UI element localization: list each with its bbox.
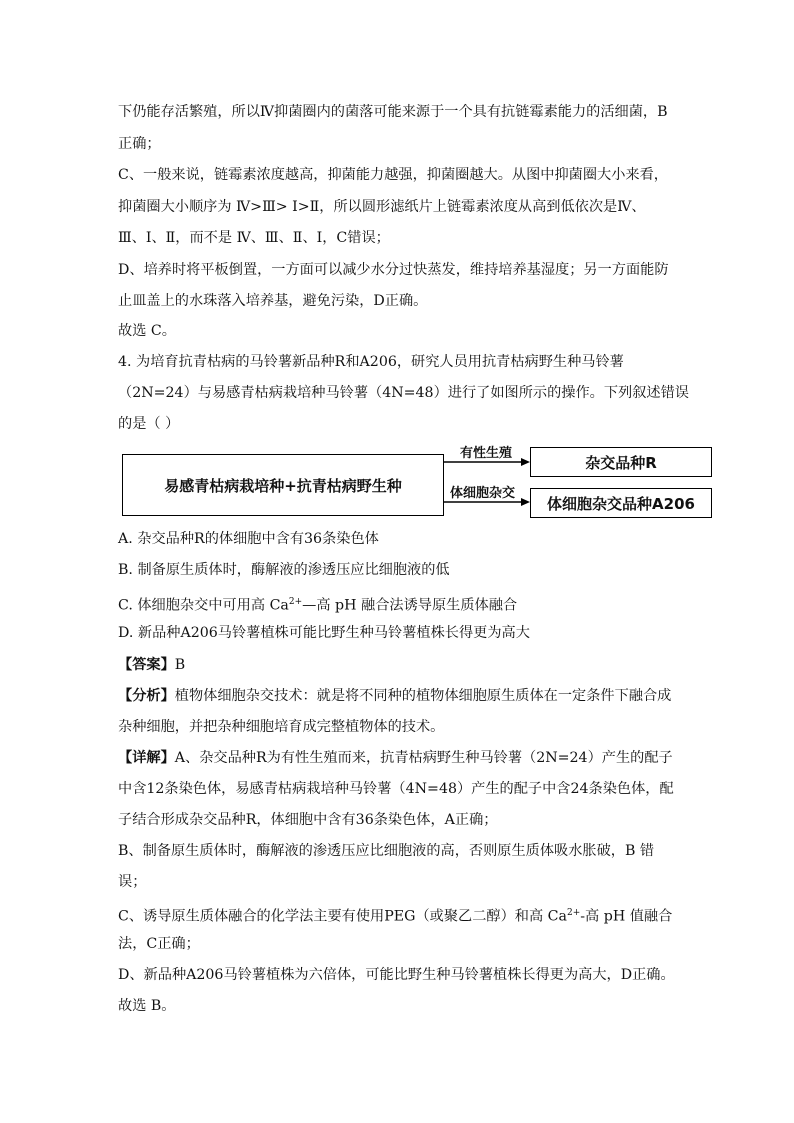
question-stem: 的是（ ） <box>118 416 180 432</box>
arrow-right-icon <box>521 498 530 506</box>
hybrid-a206-box: 体细胞杂交品种A206 <box>530 488 712 518</box>
text-line: Ⅲ、Ⅰ、Ⅱ，而不是 Ⅳ、Ⅲ、Ⅱ、Ⅰ，C错误； <box>118 230 390 246</box>
source-box: 易感青枯病栽培种+抗青枯病野生种 <box>122 454 444 516</box>
arrow-right-icon <box>521 458 530 466</box>
detail: 中含12条染色体，易感青枯病栽培种马铃薯（4N=48）产生的配子中含24条染色体，配 <box>118 781 674 797</box>
detail: 子结合形成杂交品种R，体细胞中含有36条染色体，A正确； <box>118 812 498 828</box>
question-stem: 4. 为培育抗青枯病的马铃薯新品种R和A206，研究人员用抗青枯病野生种马铃薯 <box>118 354 624 370</box>
answer: 【答案】B <box>118 657 186 673</box>
analysis: 杂种细胞，并把杂种细胞培育成完整植物体的技术。 <box>118 719 445 735</box>
text-line: C、一般来说，链霉素浓度越高，抑菌能力越强，抑菌圈越大。从图中抑菌圈大小来看， <box>118 167 668 183</box>
text-line: 下仍能存活繁殖，所以Ⅳ抑菌圈内的菌落可能来源于一个具有抗链霉素能力的活细菌，B <box>118 104 668 120</box>
analysis: 【分析】植物体细胞杂交技术：就是将不同种的植物体细胞原生质体在一定条件下融合成 <box>118 688 672 704</box>
detail: 【详解】A、杂交品种R为有性生殖而来，抗青枯病野生种马铃薯（2N=24）产生的配子 <box>118 750 673 766</box>
detail: 法，C正确； <box>118 936 200 952</box>
sexual-reproduction-label: 有性生殖 <box>460 446 513 461</box>
process-diagram <box>120 440 720 525</box>
option-a: A. 杂交品种R的体细胞中含有36条染色体 <box>118 531 379 547</box>
question-stem: （2N=24）与易感青枯病栽培种马铃薯（4N=48）进行了如图所示的操作。下列叙述错误 <box>118 385 689 401</box>
text-line: 正确； <box>118 136 161 152</box>
text-line: 止皿盖上的水珠落入培养基，避免污染，D正确。 <box>118 293 428 309</box>
detail: 误； <box>118 874 147 890</box>
arrows <box>120 440 720 525</box>
detail: C、诱导原生质体融合的化学法主要有使用PEG（或聚乙二醇）和高 $Ca^{2+}-$高 pH 值融合 <box>118 908 673 925</box>
detail: 故选 B。 <box>118 998 176 1014</box>
option-b: B. 制备原生质体时，酶解液的渗透压应比细胞液的低 <box>118 562 450 578</box>
option-c: C. 体细胞杂交中可用高 $Ca^{2+}—$高 pH 融合法诱导原生质体融合 <box>118 597 518 614</box>
detail: B、制备原生质体时，酶解液的渗透压应比细胞液的高，否则原生质体吸水胀破，B 错 <box>118 843 655 859</box>
text-line: D、培养时将平板倒置，一方面可以减少水分过快蒸发，维持培养基湿度；另一方面能防 <box>118 262 669 278</box>
detail: D、新品种A206马铃薯植株为六倍体，可能比野生种马铃薯植株长得更为高大，D正确。 <box>118 967 675 983</box>
text-line: 抑菌圈大小顺序为 Ⅳ>Ⅲ> Ⅰ>Ⅱ，所以圆形滤纸片上链霉素浓度从高到低依次是Ⅳ、 <box>118 199 646 215</box>
hybrid-r-box: 杂交品种R <box>530 447 712 477</box>
text-line: 故选 C。 <box>118 323 176 339</box>
somatic-hybridization-label: 体细胞杂交 <box>450 486 516 501</box>
option-d: D. 新品种A206马铃薯植株可能比野生种马铃薯植株长得更为高大 <box>118 625 530 641</box>
